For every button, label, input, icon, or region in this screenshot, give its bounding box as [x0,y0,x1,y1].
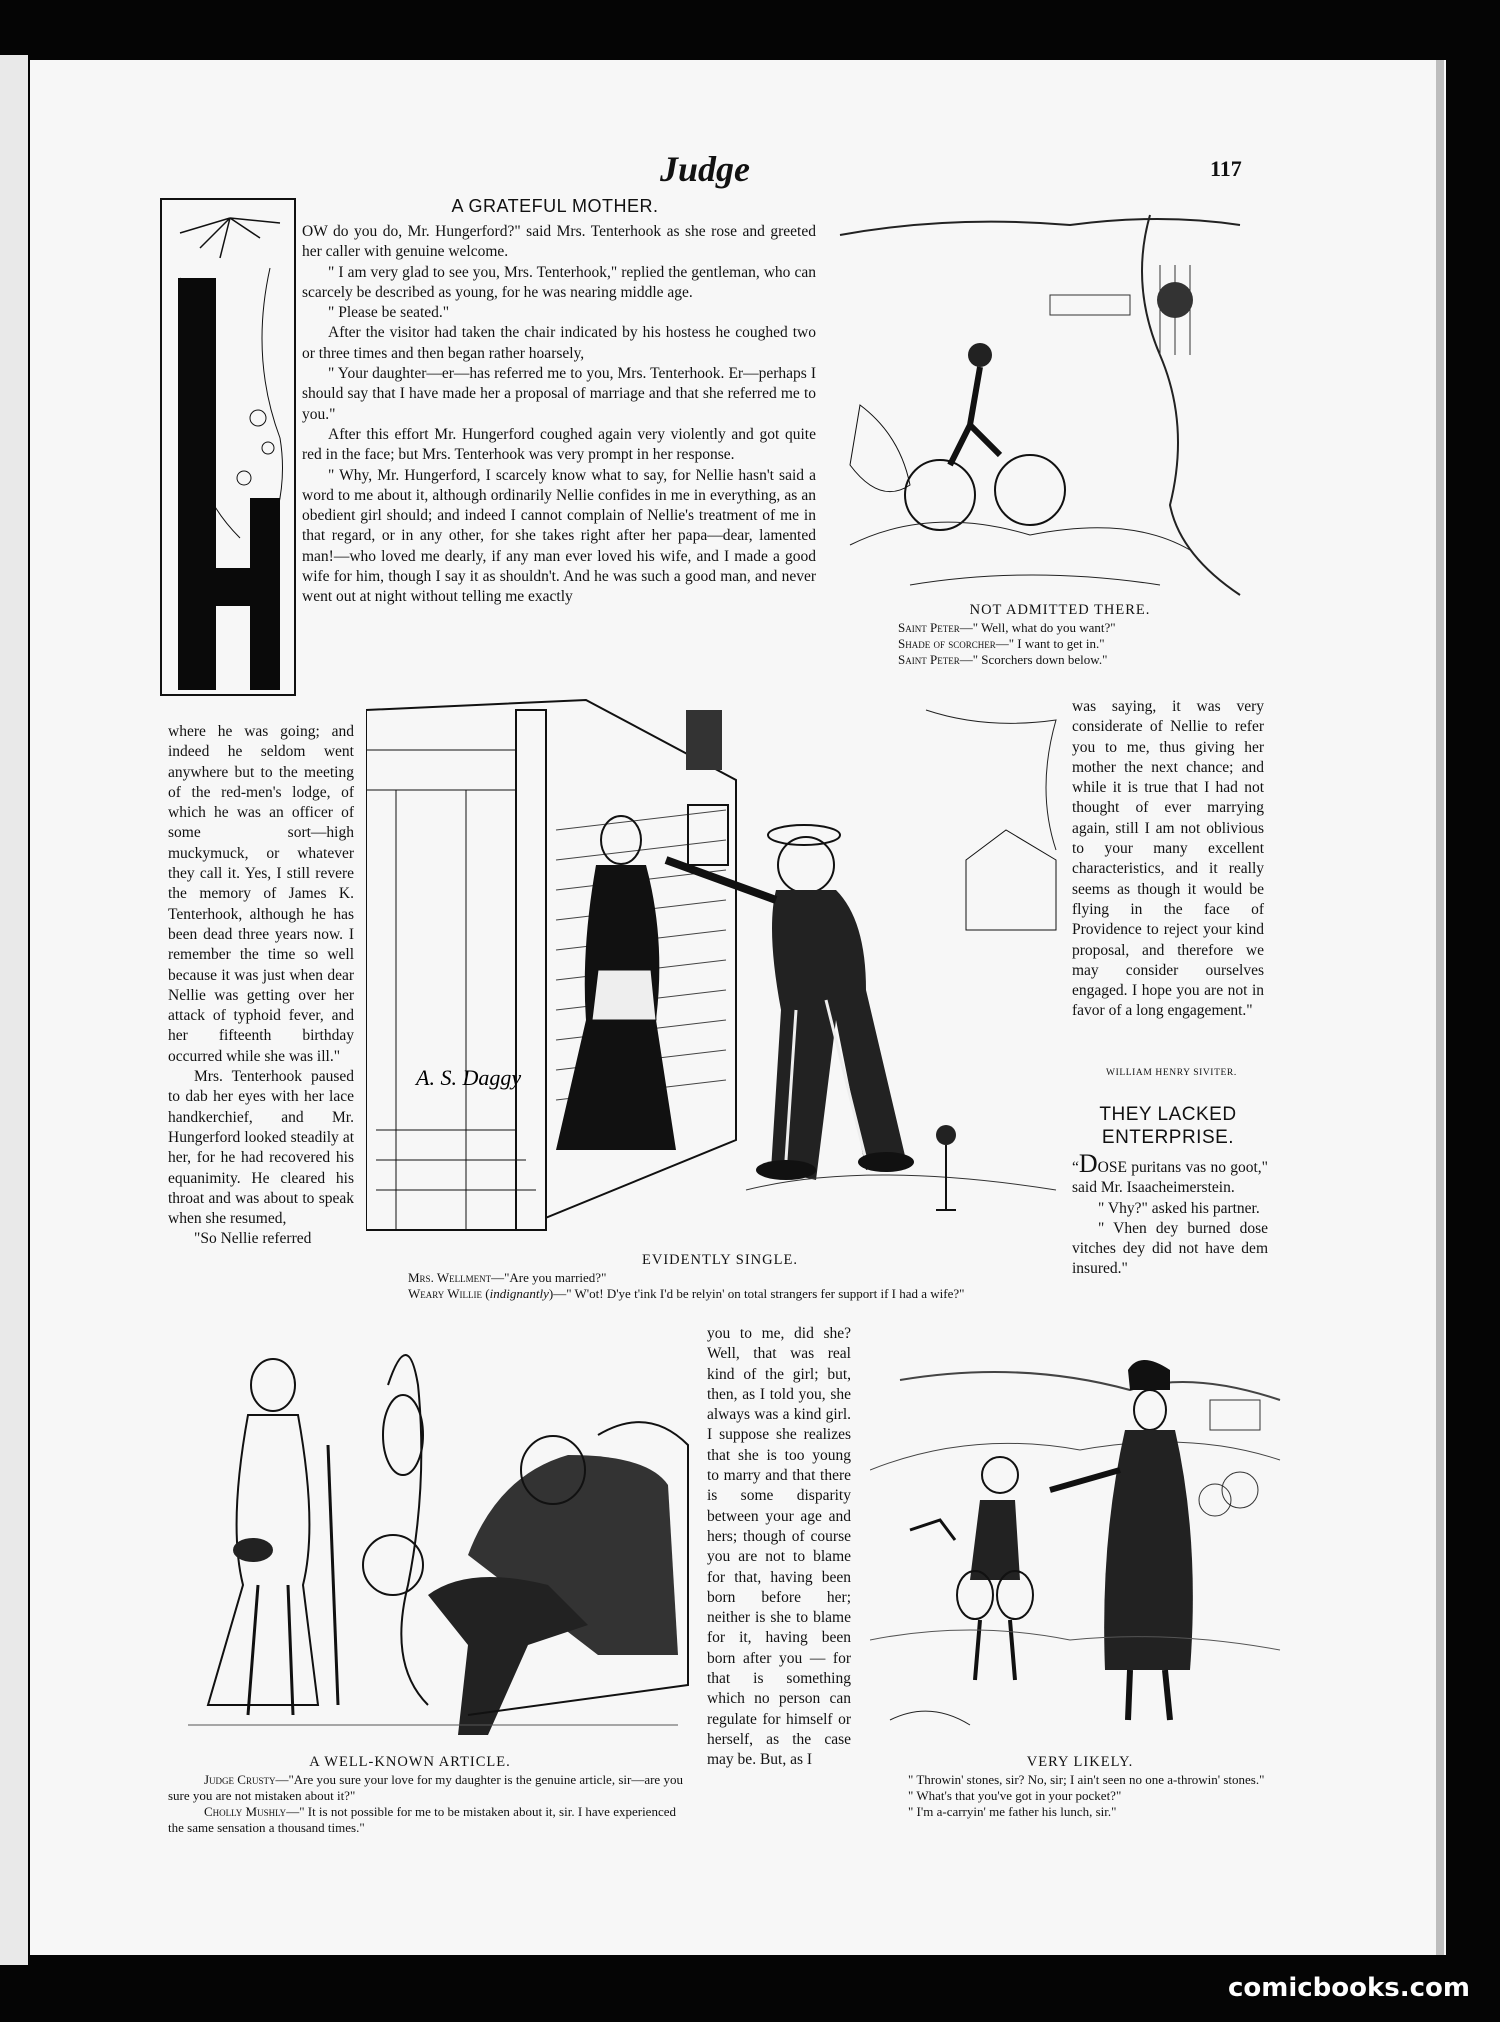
headline-grateful-mother: A GRATEFUL MOTHER. [451,196,659,216]
masthead-title [650,148,760,190]
headline-they-lacked: THEY LACKED [1099,1104,1237,1125]
caption-well-known [168,1772,688,1836]
dialogue: —"Are you married?" [491,1270,607,1285]
story1-paragraph: was saying, it was very considerate of Nellie to refer you to me, thus giving her mother the next chance; and while it is true that I had not thought of ever marrying again, still I am not oblivious to your many excellent characteristics, and it really seems as though it would be flying in the face of Providence to reject your kind proposal, and therefore we may consider ourselves engaged. I hope you are not in favor of a long engagement." [1072,698,1264,1020]
speaker: Saint Peter [898,652,960,667]
dialogue: —" W'ot! D'ye t'ink I'd be relyin' on total strangers fer support if I had a wife?" [553,1286,965,1301]
stage-direction: indignantly [489,1286,549,1301]
caption-line [898,652,1258,668]
speaker: Judge Crusty [204,1772,276,1787]
speaker: Mrs. Wellment [408,1270,492,1285]
dialogue: —" Well, what do you want?" [959,620,1116,635]
story1-column-4 [1072,697,1264,1022]
story2-paragraph: " Vhy?" asked his partner. [1098,1199,1260,1217]
artist-signature: A. S. Daggy [416,1065,522,1090]
story1-column-3 [707,1324,851,1771]
cartoon-very-likely [870,1340,1290,1750]
speaker: Shade of scorcher [898,636,996,651]
masthead-title-text: Judge [660,149,750,189]
story1-column-2 [168,722,354,1250]
caption-line [168,1772,688,1804]
speaker: Cholly Mushly [204,1804,287,1819]
dialogue: —"Are you sure your love for my daughter is the genuine article, sir—are you sure you are not mistaken about it?" [168,1772,683,1803]
story2-text: OSE puritans vas no goot," said Mr. Isaacheimerstein. [1072,1159,1268,1197]
story2-paragraph: “DOSE puritans vas no goot," said Mr. Isaacheimerstein. [1072,1149,1268,1197]
cartoon-not-admitted-there [830,205,1250,600]
decorative-drop-cap [160,198,296,696]
story1-paragraph: OW do you do, Mr. Hungerford?" said Mrs. Tenterhook as she rose and greeted her caller with genuine welcome. [302,223,816,261]
caption-line [168,1804,688,1836]
caption-line: " What's that you've got in your pocket?" [908,1788,1122,1803]
caption-very-likely [872,1772,1277,1820]
caption-title-very-likely: VERY LIKELY. [1026,1754,1134,1770]
story1-column-1 [302,222,816,608]
caption-evidently-single [376,1270,1066,1302]
caption-line: " I'm a-carryin' me father his lunch, sir." [908,1804,1117,1819]
story1-paragraph: After this effort Mr. Hungerford coughed again very violently and got quite red in the face; but Mrs. Tenterhook was very prompt in her response. [302,425,816,464]
caption-line [898,620,1258,636]
dialogue: —" It is not possible for me to be mistaken about it, sir. I have experienced the same sensation a thousand times." [168,1804,676,1835]
opening-cap: D [1078,1149,1098,1178]
dialogue: —" I want to get in." [995,636,1105,651]
caption-title-not-admitted: NOT ADMITTED THERE. [969,602,1151,618]
left-page-edge [0,55,28,1965]
caption-line [376,1270,1066,1286]
caption-title-evidently-single: EVIDENTLY SINGLE. [642,1252,798,1268]
story1-paragraph: "So Nellie referred [194,1230,312,1248]
story1-paragraph: " Why, Mr. Hungerford, I scarcely know what to say, for Nellie hasn't said a word to me about it, although ordinarily Nellie confides in me in everything, as an obedient girl should; and indeed I cannot complain of Nellie's treatment of me in that regard, or in any other, for she takes right after her papa—dear, lamented man!—who loved me dearly, if any man ever loved his wife, and I made a good wife for him, though I say it as shouldn't. And he was such a good man, and never went out at night without telling me exactly [302,466,816,606]
story1-paragraph: you to me, did she? Well, that was real kind of the girl; but, then, as I told you, she always was a kind girl. I suppose she realizes that she is too young to marry and that there is some disparity between your age and hers; though of course you are not to blame for that, having been born before her; neither is she to blame for it, having been born after you — for that is something which no person can regulate for himself or herself, as the case may be. But, as I [707,1325,851,1769]
caption-title-well-known: A WELL-KNOWN ARTICLE. [309,1754,511,1770]
story2-body [1072,1149,1268,1280]
dialogue: —" Scorchers down below." [959,652,1108,667]
headline-enterprise: ENTERPRISE. [1101,1127,1235,1148]
speaker: Weary Willie [408,1286,483,1301]
cartoon-evidently-single [366,690,1066,1250]
story1-paragraph: " I am very glad to see you, Mrs. Tenterhook," replied the gentleman, who can scarcely be described as young, for he was nearing middle age. [302,263,816,301]
watermark: comicbooks.com [1227,1973,1470,2003]
story1-paragraph: " Your daughter—er—has referred me to you, Mrs. Tenterhook. Er—perhaps I should say that I have made her a proposal of marriage and that she referred me to you." [302,365,816,423]
byline: WILLIAM HENRY SIVITER. [1106,1068,1237,1078]
story1-paragraph: where he was going; and indeed he seldom went anywhere but to the meeting of the red-men's lodge, of which he was an officer of some sort—high muckymuck, or whatever they call it. Yes, I still revere the memory of James K. Tenterhook, although he has been dead three years now. I remember the time so well because it was just when dear Nellie was getting over her attack of typhoid fever, and her fifteenth birthday occurred while she was ill." [168,723,354,1065]
caption-line: Weary Willie (indignantly)—" W'ot! D'ye t'ink I'd be relyin' on total strangers fer support if I had a wife?" [408,1286,965,1301]
story1-paragraph: Mrs. Tenterhook paused to dab her eyes with her lace handkerchief, and Mr. Hungerford looked steadily at her, for he had recovered his equanimity. He cleared his throat and was about to speak when she resumed, [168,1068,354,1228]
caption-not-admitted [898,620,1258,668]
story2-paragraph: " Vhen dey burned dose vitches dey did not have dem insured." [1072,1219,1268,1278]
story1-paragraph: After the visitor had taken the chair indicated by his hostess he coughed two or three times and then began rather hoarsely, [302,324,816,362]
speaker: Saint Peter [898,620,960,635]
caption-line: " Throwin' stones, sir? No, sir; I ain't seen no one a-throwin' stones." [908,1772,1265,1787]
caption-line [898,636,1258,652]
page-number: 117 [1210,156,1242,181]
page-edge-shadow [1436,60,1444,1955]
cartoon-well-known-article [168,1325,693,1755]
story1-paragraph: " Please be seated." [328,304,450,322]
